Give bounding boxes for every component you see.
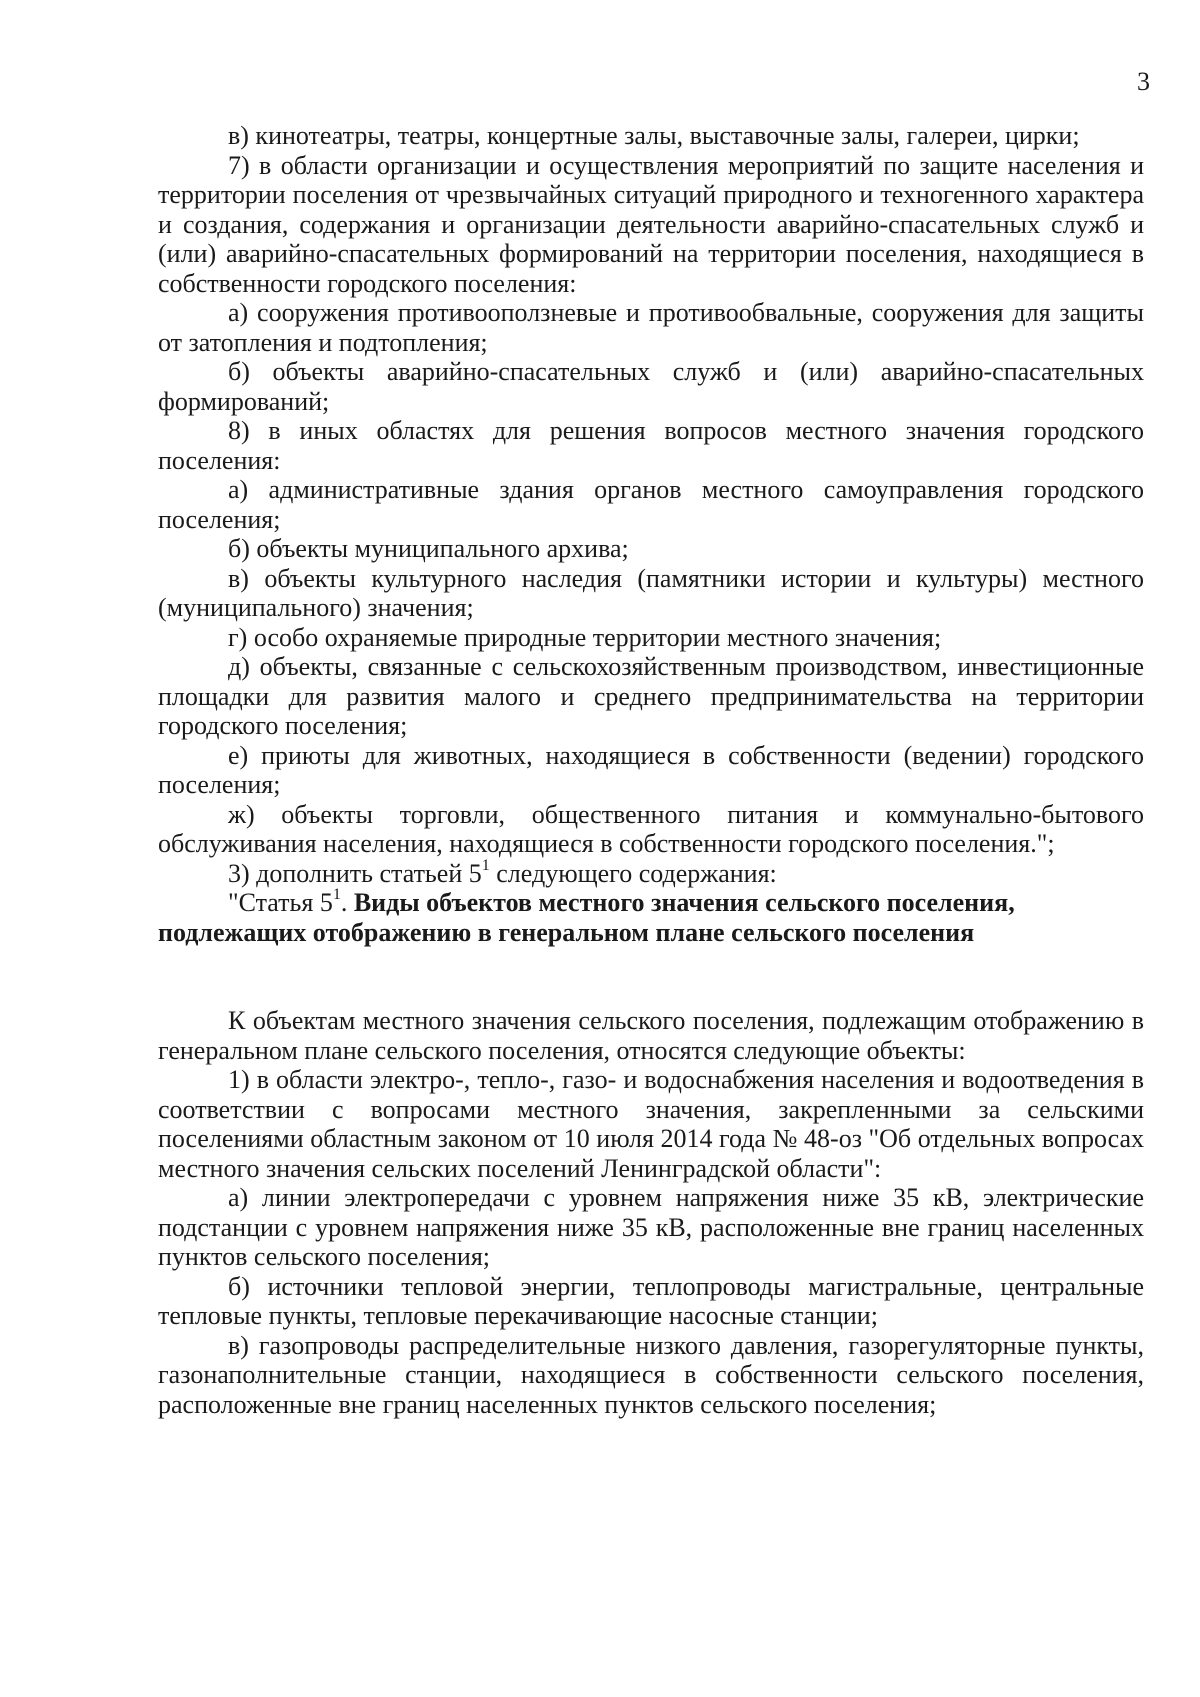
paragraph-1a: а) линии электропередачи с уровнем напряжения ниже 35 кВ, электрические подстанции с уровнем напряжения ниже 35 кВ, расположенные вне границ населенных пунктов сельского поселения;: [158, 1183, 1144, 1271]
article-prefix: "Статья 5: [228, 888, 333, 917]
article-dot: .: [340, 888, 354, 917]
paragraph-8a: а) административные здания органов местного самоуправления городского поселения;: [158, 475, 1144, 534]
paragraph-7b: б) объекты аварийно-спасательных служб и (или) аварийно-спасательных формирований;: [158, 357, 1144, 416]
paragraph-intro: К объектам местного значения сельского поселения, подлежащим отображению в генеральном плане сельского поселения, относятся следующие объекты:: [158, 1006, 1144, 1065]
amendment-text-after: следующего содержания:: [489, 858, 777, 888]
paragraph-item-1: 1) в области электро-, тепло-, газо- и водоснабжения населения и водоотведения в соответствии с вопросами местного значения, закрепленными за сельскими поселениями областным законом от 10 июля 2014 года № 48-оз "Об отдельных вопросах местного значения сельских поселений Ленинградской области":: [158, 1065, 1144, 1183]
paragraph-8e: е) приюты для животных, находящиеся в собственности (ведении) городского поселения;: [158, 740, 1144, 799]
paragraph-8v: в) объекты культурного наследия (памятники истории и культуры) местного (муниципального) значения;: [158, 563, 1144, 622]
paragraph-1b: б) источники тепловой энергии, теплопроводы магистральные, центральные тепловые пункты, тепловые перекачивающие насосные станции;: [158, 1271, 1144, 1330]
article-title-line-1: Виды объектов местного значения сельского поселения,: [353, 888, 1015, 917]
document-body: [158, 121, 1144, 1419]
spacer: [158, 947, 1144, 1006]
amendment-superscript: 1: [481, 856, 490, 874]
paragraph-8zh: ж) объекты торговли, общественного питания и коммунально-бытового обслуживания населения, находящиеся в собственности городского поселения.";: [158, 799, 1144, 858]
paragraph-item-7: 7) в области организации и осуществления мероприятий по защите населения и территории поселения от чрезвычайных ситуаций природного и техногенного характера и создания, содержания и организации деятельности аварийно-спасательных служб и (или) аварийно-спасательных формирований на территории поселения, находящиеся в собственности городского поселения:: [158, 150, 1144, 298]
paragraph-amendment-3: [158, 856, 1144, 889]
article-superscript: 1: [332, 886, 341, 904]
paragraph-1v: в) газопроводы распределительные низкого давления, газорегуляторные пункты, газонаполнительные станции, находящиеся в собственности сельского поселения, расположенные вне границ населенных пунктов сельского поселения;: [158, 1330, 1144, 1419]
paragraph-8b: б) объекты муниципального архива;: [228, 534, 629, 563]
paragraph-7a: а) сооружения противооползневые и противообвальные, сооружения для защиты от затопления и подтопления;: [158, 298, 1144, 357]
paragraph-item-8: 8) в иных областях для решения вопросов местного значения городского поселения:: [158, 416, 1144, 475]
paragraph-cinemas: в) кинотеатры, театры, концертные залы, выставочные залы, галереи, цирки;: [228, 121, 1080, 150]
article-title-line-2: подлежащих отображению в генеральном плане сельского поселения: [158, 917, 975, 947]
amendment-text-before: 3) дополнить статьей 5: [228, 858, 482, 888]
article-heading: [158, 888, 1144, 918]
page-number: 3: [1137, 67, 1150, 96]
paragraph-8d: д) объекты, связанные с сельскохозяйственным производством, инвестиционные площадки для развития малого и среднего предпринимательства на территории городского поселения;: [158, 652, 1144, 740]
paragraph-8g: г) особо охраняемые природные территории местного значения;: [228, 622, 942, 652]
